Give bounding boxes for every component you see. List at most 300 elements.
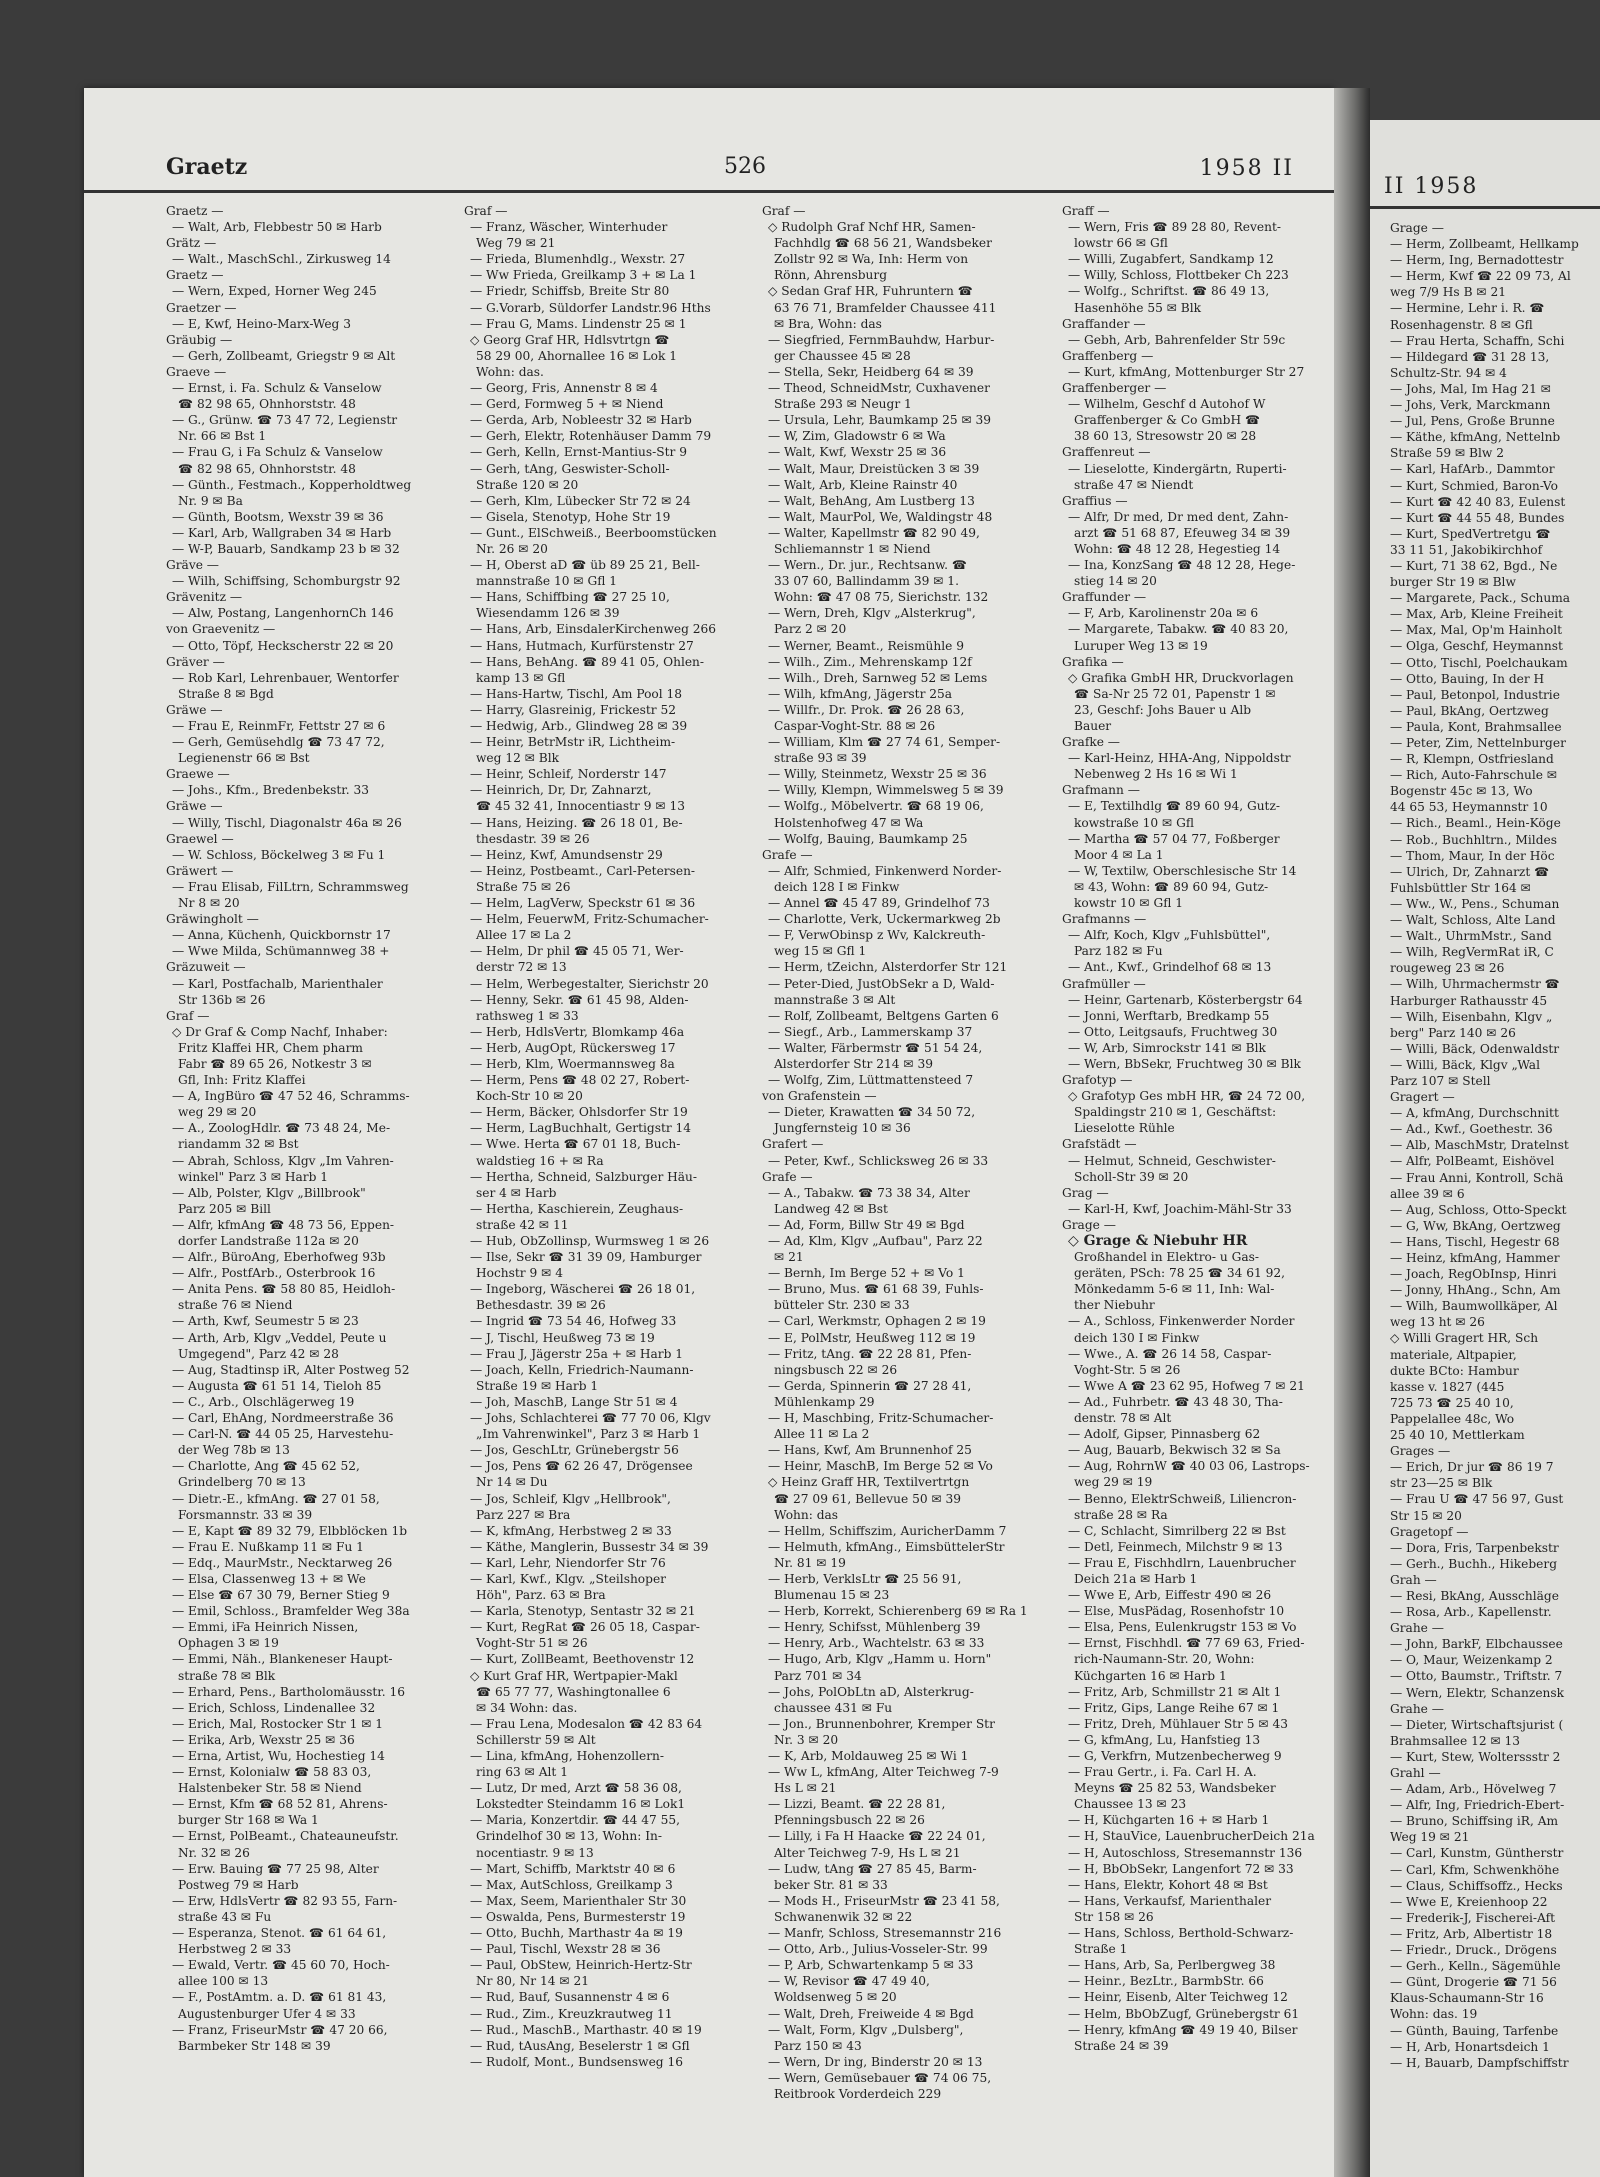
directory-entry-line: ger Chaussee 45 ✉ 28 bbox=[774, 348, 911, 363]
directory-entry-line: — Rud., MaschB., Marthastr. 40 ✉ 19 bbox=[470, 2022, 702, 2037]
directory-entry-line: — Gerh, tAng, Geswister-Scholl- bbox=[470, 461, 670, 476]
directory-entry-line: — Lieselotte, Kindergärtn, Ruperti- bbox=[1068, 461, 1287, 476]
directory-entry-line: deich 128 I ✉ Finkw bbox=[774, 879, 900, 894]
directory-entry-line: — Carl, Werkmstr, Ophagen 2 ✉ 19 bbox=[768, 1314, 986, 1329]
directory-entry-line: geräten, PSch: 78 25 ☎ 34 61 92, bbox=[1074, 1266, 1285, 1281]
directory-entry-line: Parz 205 ✉ Bill bbox=[178, 1201, 271, 1216]
surname-heading: Grafe — bbox=[762, 1169, 813, 1184]
directory-entry-line: — Wwe. Herta ☎ 67 01 18, Buch- bbox=[470, 1137, 681, 1152]
directory-entry-line: — Anna, Küchenh, Quickbornstr 17 bbox=[172, 928, 391, 943]
directory-entry-line: — Wern, Dr ing, Binderstr 20 ✉ 13 bbox=[768, 2054, 983, 2069]
directory-entry-line: waldstieg 16 + ✉ Ra bbox=[476, 1153, 604, 1168]
directory-entry-line: — W, Textilw, Oberschlesische Str 14 bbox=[1068, 863, 1297, 878]
directory-entry-line: — Gerda, Spinnerin ☎ 27 28 41, bbox=[768, 1378, 972, 1393]
directory-entry-line: — Hans, Schiffbing ☎ 27 25 10, bbox=[470, 590, 670, 605]
directory-entry-line: straße 42 ✉ 11 bbox=[476, 1217, 569, 1232]
directory-entry-line: — Herm, Ing, Bernadottestr bbox=[1390, 253, 1564, 268]
directory-entry-line: — Frau J, Jägerstr 25a + ✉ Harb 1 bbox=[470, 1346, 684, 1361]
directory-entry-line: — Fritz, tAng. ☎ 22 28 81, Pfen- bbox=[768, 1346, 972, 1361]
directory-entry-line: — Ingrid ☎ 73 54 46, Hofweg 33 bbox=[470, 1314, 677, 1329]
directory-entry-line: — Johs., Kfm., Bredenbekstr. 33 bbox=[172, 783, 369, 798]
directory-entry-line: — Wilh., Zim., Mehrenskamp 12f bbox=[768, 654, 972, 669]
directory-entry-line: — Frieda, Blumenhdlg., Wexstr. 27 bbox=[470, 252, 686, 267]
directory-entry-line: — Kurt, Stew, Wolterssstr 2 bbox=[1390, 1749, 1561, 1764]
directory-entry-line: — Wilh, Eisenbahn, Klgv „ bbox=[1390, 1009, 1553, 1024]
directory-entry-line: — Erich, Schloss, Lindenallee 32 bbox=[172, 1700, 376, 1715]
surname-heading: Grah — bbox=[1390, 1572, 1437, 1587]
directory-entry-line: Wohn: das. 19 bbox=[1390, 2007, 1478, 2022]
directory-entry-line: — Otto, Leitgsaufs, Fruchtweg 30 bbox=[1068, 1024, 1278, 1039]
directory-entry-line: Parz 701 ✉ 34 bbox=[774, 1668, 862, 1683]
directory-entry-line: 38 60 13, Stresowstr 20 ✉ 28 bbox=[1074, 429, 1257, 444]
directory-entry-line: Bauer bbox=[1074, 719, 1112, 733]
directory-entry-line: Fritz Klaffei HR, Chem pharm bbox=[178, 1040, 363, 1055]
directory-entry-line: — Ernst, Fischhdl. ☎ 77 69 63, Fried- bbox=[1068, 1636, 1305, 1651]
directory-entry-line: Mönkedamm 5-6 ✉ 11, Inh: Wal- bbox=[1074, 1282, 1275, 1297]
directory-entry-line: — Maria, Konzertdir. ☎ 44 47 55, bbox=[470, 1813, 681, 1828]
surname-heading: Graffenreut — bbox=[1062, 445, 1151, 460]
directory-entry-line: — Hans, Arb, Sa, Perlbergweg 38 bbox=[1068, 1958, 1276, 1973]
directory-entry-line: Weg 19 ✉ 21 bbox=[1390, 1830, 1470, 1845]
directory-entry-line: ◇ Grafotyp Ges mbH HR, ☎ 24 72 00, bbox=[1068, 1089, 1306, 1104]
directory-entry-line: Parz 2 ✉ 20 bbox=[774, 622, 847, 637]
directory-entry-line: — Heinz, Postbeamt., Carl-Petersen- bbox=[470, 863, 696, 878]
directory-entry-line: — Otto, Bauing, In der H bbox=[1390, 671, 1545, 686]
directory-entry-line: — Ilse, Sekr ☎ 31 39 09, Hamburger bbox=[470, 1250, 702, 1265]
directory-entry-line: Reitbrook Vorderdeich 229 bbox=[774, 2086, 942, 2101]
directory-entry-line: — Fritz, Arb, Schmillstr 21 ✉ Alt 1 bbox=[1068, 1684, 1282, 1699]
directory-entry-line: — Willi, Bäck, Odenwaldstr bbox=[1390, 1041, 1560, 1056]
directory-entry-line: — Frau Elisab, FilLtrn, Schrammsweg bbox=[172, 879, 409, 894]
directory-entry-line: — Alfr., BüroAng, Eberhofweg 93b bbox=[172, 1250, 386, 1265]
directory-entry-line: Wohn: ☎ 48 12 28, Hegestieg 14 bbox=[1074, 541, 1281, 556]
directory-entry-line: — Willy, Schloss, Flottbeker Ch 223 bbox=[1068, 268, 1289, 283]
directory-entry-line: — Lizzi, Beamt. ☎ 22 28 81, bbox=[768, 1797, 946, 1812]
directory-entry-line: — Otto, Töpf, Heckscherstr 22 ✉ 20 bbox=[172, 638, 394, 653]
directory-entry-line: — Ad, Form, Billw Str 49 ✉ Bgd bbox=[768, 1217, 965, 1232]
directory-entry-line: — Wilh, RegVermRat iR, C bbox=[1390, 945, 1554, 960]
directory-entry-line: — J, Tischl, Heußweg 73 ✉ 19 bbox=[470, 1330, 655, 1345]
directory-entry-line: — Franz, Wäscher, Winterhuder bbox=[470, 220, 668, 235]
directory-entry-line: ✉ Bra, Wohn: das bbox=[774, 316, 882, 331]
directory-entry-line: — W-P, Bauarb, Sandkamp 23 b ✉ 32 bbox=[172, 541, 400, 556]
directory-entry-line: — Frau E, ReinmFr, Fettstr 27 ✉ 6 bbox=[172, 719, 386, 733]
directory-entry-line: — Henry, Arb., Wachtelstr. 63 ✉ 33 bbox=[768, 1636, 985, 1651]
directory-entry-line: str 23—25 ✉ Blk bbox=[1390, 1476, 1493, 1491]
directory-entry-line: — Wilh, Uhrmachermstr ☎ bbox=[1390, 977, 1560, 992]
directory-entry-line: — Herb, Korrekt, Schierenberg 69 ✉ Ra 1 bbox=[768, 1604, 1028, 1619]
directory-entry-line: — Alfr, Dr med, Dr med dent, Zahn- bbox=[1068, 509, 1289, 524]
directory-entry-line: — H, Arb, Honartsdeich 1 bbox=[1390, 2039, 1550, 2054]
directory-entry-line: weg 15 ✉ Gfl 1 bbox=[774, 944, 867, 959]
directory-entry-line: Blumenau 15 ✉ 23 bbox=[774, 1588, 890, 1603]
surname-heading: Gräver — bbox=[166, 654, 225, 669]
directory-entry-line: materiale, Altpapier, bbox=[1390, 1347, 1517, 1362]
directory-entry-line: straße 47 ✉ Niendt bbox=[1074, 477, 1194, 492]
directory-entry-line: — Dieter, Wirtschaftsjurist ( bbox=[1390, 1717, 1564, 1732]
surname-heading: Gräzuweit — bbox=[166, 960, 246, 975]
directory-entry-line: — Hertha, Kaschierein, Zeughaus- bbox=[470, 1201, 684, 1216]
directory-entry-line: — Karl, Kwf., Klgv. „Steilshoper bbox=[470, 1571, 666, 1586]
directory-entry-line: — Alfr., PostfArb., Osterbrook 16 bbox=[172, 1266, 376, 1281]
directory-entry-line: ◇ Heinz Graff HR, Textilvertrtgn bbox=[768, 1475, 970, 1490]
directory-entry-line: — Alfr, Schmied, Finkenwerd Norder- bbox=[768, 863, 1002, 878]
directory-entry-line: Straße 75 ✉ 26 bbox=[476, 879, 571, 894]
directory-entry-line: — Walt, Dreh, Freiweide 4 ✉ Bgd bbox=[768, 2006, 974, 2021]
directory-entry-line: — H, Maschbing, Fritz-Schumacher- bbox=[768, 1411, 994, 1426]
directory-entry-line: — Wern, Fris ☎ 89 28 80, Revent- bbox=[1068, 220, 1281, 235]
directory-entry-line: — Henny, Sekr. ☎ 61 45 98, Alden- bbox=[470, 992, 689, 1007]
running-head-year: 1958 II bbox=[1199, 156, 1294, 181]
directory-entry-line: Parz 227 ✉ Bra bbox=[476, 1507, 571, 1522]
directory-entry-line: ◇ Rudolph Graf Nchf HR, Samen- bbox=[768, 220, 976, 235]
directory-entry-line: — Gerda, Arb, Nobleestr 32 ✉ Harb bbox=[470, 413, 692, 428]
directory-entry-line: — Arth, Arb, Klgv „Veddel, Peute u bbox=[172, 1330, 387, 1345]
directory-entry-line: — Walt, Kwf, Wexstr 25 ✉ 36 bbox=[768, 445, 947, 460]
directory-entry-line: — Rob., Buchhltrn., Mildes bbox=[1390, 832, 1557, 847]
directory-entry-line: — Arth, Kwf, Seumestr 5 ✉ 23 bbox=[172, 1314, 359, 1329]
directory-entry-line: — Kurt, Schmied, Baron-Vo bbox=[1390, 478, 1558, 493]
directory-entry-line: Meyns ☎ 25 82 53, Wandsbeker bbox=[1074, 1781, 1276, 1796]
facing-running-head: II 1958 bbox=[1384, 174, 1479, 199]
directory-entry-line: — Frau E. Nußkamp 11 ✉ Fu 1 bbox=[172, 1539, 364, 1554]
directory-entry-line: — Hellm, Schiffszim, AuricherDamm 7 bbox=[768, 1523, 1007, 1538]
directory-entry-line: rathsweg 1 ✉ 33 bbox=[476, 1008, 579, 1023]
directory-entry-line: Voght-Str 51 ✉ 26 bbox=[476, 1636, 588, 1651]
directory-entry-line: — Peter, Kwf., Schlicksweg 26 ✉ 33 bbox=[768, 1153, 989, 1168]
directory-entry-line: — Walter, Kapellmstr ☎ 82 90 49, bbox=[768, 525, 980, 540]
directory-entry-line: — Wwe E, Arb, Eiffestr 490 ✉ 26 bbox=[1068, 1588, 1272, 1603]
directory-entry-line: — Herm, Pens ☎ 48 02 27, Robert- bbox=[470, 1073, 690, 1088]
surname-heading: Gräwe — bbox=[166, 702, 223, 717]
directory-entry-line: Augustenburger Ufer 4 ✉ 33 bbox=[178, 2006, 356, 2021]
directory-entry-line: Pappelallee 48c, Wo bbox=[1390, 1411, 1515, 1426]
directory-entry-line: — Ww Frieda, Greilkamp 3 + ✉ La 1 bbox=[470, 268, 697, 283]
directory-entry-line: — Hildegard ☎ 31 28 13, bbox=[1390, 349, 1550, 364]
directory-entry-line: — Siegf., Arb., Lammerskamp 37 bbox=[768, 1024, 973, 1039]
surname-heading: Graewel — bbox=[166, 831, 234, 846]
directory-entry-line: — Henry, Schifsst, Mühlenberg 39 bbox=[768, 1620, 981, 1635]
surname-heading: Graffander — bbox=[1062, 316, 1146, 331]
directory-entry-line: — Henry, kfmAng ☎ 49 19 40, Bilser bbox=[1068, 2022, 1298, 2037]
directory-entry-line: — Wern, BbSekr, Fruchtweg 30 ✉ Blk bbox=[1068, 1056, 1301, 1071]
directory-entry-line: — Annel ☎ 45 47 89, Grindelhof 73 bbox=[768, 896, 990, 911]
directory-entry-line: dorfer Landstraße 112a ✉ 20 bbox=[178, 1234, 359, 1248]
directory-entry-line: kasse v. 1827 (445 bbox=[1390, 1379, 1505, 1394]
directory-entry-line: — Alfr, kfmAng ☎ 48 73 56, Eppen- bbox=[172, 1217, 395, 1232]
directory-entry-line: Straße 293 ✉ Neugr 1 bbox=[774, 397, 912, 412]
directory-entry-line: Straße 1 bbox=[1074, 1942, 1128, 1957]
directory-entry-line: — Helm, BbObZugf, Grünebergstr 61 bbox=[1068, 2006, 1300, 2021]
running-head-name: Graetz bbox=[166, 154, 248, 180]
directory-entry-line: Graffenberger & Co GmbH ☎ bbox=[1074, 413, 1261, 428]
directory-entry-line: — Herm, Kwf ☎ 22 09 73, Al bbox=[1390, 269, 1571, 284]
directory-entry-line: — Heinrich, Dr, Dr, Zahnarzt, bbox=[470, 783, 652, 798]
directory-entry-line: Grindelhof 30 ✉ 13, Wohn: In- bbox=[476, 1829, 663, 1844]
directory-entry-line: — P, Arb, Schwartenkamp 5 ✉ 33 bbox=[768, 1958, 974, 1973]
directory-entry-line: 58 29 00, Ahornallee 16 ✉ Lok 1 bbox=[476, 348, 677, 363]
directory-entry-line: — Rob Karl, Lehrenbauer, Wentorfer bbox=[172, 670, 399, 685]
directory-entry-line: ring 63 ✉ Alt 1 bbox=[476, 1765, 568, 1780]
directory-entry-line: — Gerh, Zollbeamt, Griegstr 9 ✉ Alt bbox=[172, 348, 396, 363]
directory-entry-line: — Fritz, Gips, Lange Reihe 67 ✉ 1 bbox=[1068, 1700, 1280, 1715]
directory-entry-line: Koch-Str 10 ✉ 20 bbox=[476, 1089, 583, 1104]
directory-entry-line: — Wwe Milda, Schümannweg 38 + bbox=[172, 944, 390, 959]
directory-entry-line: — Benno, ElektrSchweiß, Liliencron- bbox=[1068, 1491, 1297, 1506]
directory-entry-line: Hs L ✉ 21 bbox=[774, 1781, 837, 1796]
directory-entry-line: — W, Arb, Simrockstr 141 ✉ Blk bbox=[1068, 1040, 1266, 1055]
directory-entry-line: — Emmi, Näh., Blankeneser Haupt- bbox=[172, 1652, 393, 1667]
directory-entry-line: — Elsa, Pens, Eulenkrugstr 153 ✉ Vo bbox=[1068, 1620, 1297, 1635]
surname-heading: Graffunder — bbox=[1062, 590, 1147, 605]
directory-entry-line: — Otto, Buchh, Marthastr 4a ✉ 19 bbox=[470, 1926, 683, 1941]
directory-entry-line: — Ant., Kwf., Grindelhof 68 ✉ 13 bbox=[1068, 960, 1272, 975]
directory-entry-line: — Walt, Maur, Dreistücken 3 ✉ 39 bbox=[768, 461, 980, 476]
directory-entry-line: — Karl, HafArb., Dammtor bbox=[1390, 462, 1555, 477]
directory-entry-line: Moor 4 ✉ La 1 bbox=[1074, 847, 1164, 862]
directory-entry-line: lowstr 66 ✉ Gfl bbox=[1074, 236, 1168, 251]
directory-entry-line: Hasenhöhe 55 ✉ Blk bbox=[1074, 300, 1202, 315]
directory-entry-line: Grindelberg 70 ✉ 13 bbox=[178, 1475, 306, 1490]
directory-entry-line: — Aug, RohrnW ☎ 40 03 06, Lastrops- bbox=[1068, 1459, 1310, 1474]
directory-entry-line: — Else, MusPädag, Rosenhofstr 10 bbox=[1068, 1604, 1285, 1619]
directory-entry-line: — Kurt, SpedVertretgu ☎ bbox=[1390, 526, 1551, 541]
directory-entry-line: — Wilh., Dreh, Sarnweg 52 ✉ Lems bbox=[768, 670, 988, 685]
directory-entry-line: 33 07 60, Ballindamm 39 ✉ 1. bbox=[774, 574, 959, 589]
directory-entry-line: — Bruno, Mus. ☎ 61 68 39, Fuhls- bbox=[768, 1282, 984, 1297]
directory-entry-line: — Johs, Mal, Im Hag 21 ✉ bbox=[1390, 381, 1551, 396]
directory-entry-line: mannstraße 3 ✉ Alt bbox=[774, 992, 896, 1007]
directory-entry-line: — Hans, Elektr, Kohort 48 ✉ Bst bbox=[1068, 1877, 1268, 1892]
directory-entry-line: Parz 150 ✉ 43 bbox=[774, 2038, 862, 2053]
directory-entry-line: — Edq., MaurMstr., Necktarweg 26 bbox=[172, 1555, 393, 1570]
directory-entry-line: Schliemannstr 1 ✉ Niend bbox=[774, 541, 931, 556]
directory-entry-line: — Joach, Kelln, Friedrich-Naumann- bbox=[470, 1362, 694, 1377]
directory-entry-line: mannstraße 10 ✉ Gfl 1 bbox=[476, 574, 617, 589]
directory-entry-line: — Erna, Artist, Wu, Hochestieg 14 bbox=[172, 1749, 385, 1763]
directory-entry-line: 63 76 71, Bramfelder Chaussee 411 bbox=[774, 300, 997, 315]
directory-entry-line: Mühlenkamp 29 bbox=[774, 1394, 875, 1409]
directory-entry-line: — Carl-N. ☎ 44 05 25, Harvestehu- bbox=[172, 1427, 394, 1442]
directory-entry-line: — Ad., Kwf., Goethestr. 36 bbox=[1390, 1122, 1553, 1137]
directory-entry-line: — Alfr, Koch, Klgv „Fuhlsbüttel", bbox=[1068, 928, 1271, 943]
directory-entry-line: — Manfr, Schloss, Stresemannstr 216 bbox=[768, 1926, 1002, 1941]
directory-entry-line: — Rich., Beaml., Hein-Köge bbox=[1390, 816, 1561, 831]
directory-entry-line: — Karl-Heinz, HHA-Ang, Nippoldstr bbox=[1068, 751, 1291, 766]
directory-entry-line: — Käthe, kfmAng, Nettelnb bbox=[1390, 430, 1561, 445]
directory-entry-line: Alsterdorfer Str 214 ✉ 39 bbox=[774, 1056, 933, 1071]
surname-heading: Graetz — bbox=[166, 268, 224, 283]
directory-entry-line: beker Str. 81 ✉ 33 bbox=[774, 1877, 888, 1892]
directory-columns bbox=[166, 203, 1346, 2167]
directory-entry-line: — Aug, Stadtinsp iR, Alter Postweg 52 bbox=[172, 1362, 410, 1377]
directory-entry-line: — Emmi, iFa Heinrich Nissen, bbox=[172, 1620, 359, 1635]
directory-entry-line: — Kurt, ZollBeamt, Beethovenstr 12 bbox=[470, 1652, 695, 1667]
directory-entry-line: — Herb, VerklsLtr ☎ 25 56 91, bbox=[768, 1571, 962, 1586]
directory-entry-line: — Johs, PolObLtn aD, Alsterkrug- bbox=[768, 1684, 974, 1699]
directory-entry-line: — Helm, FeuerwM, Fritz-Schumacher- bbox=[470, 912, 709, 927]
directory-entry-line: — Frau G, i Fa Schulz & Vanselow bbox=[172, 445, 383, 460]
directory-entry-line: 44 65 53, Heymannstr 10 bbox=[1390, 800, 1548, 815]
directory-entry-line: — W, Zim, Gladowstr 6 ✉ Wa bbox=[768, 429, 946, 444]
directory-entry-line: Postweg 79 ✉ Harb bbox=[178, 1877, 299, 1892]
book-gutter bbox=[1334, 88, 1370, 2177]
directory-entry-line: — Kurt, RegRat ☎ 26 05 18, Caspar- bbox=[470, 1620, 700, 1635]
directory-entry-line: — Charlotte, Verk, Uckermarkweg 2b bbox=[768, 912, 1001, 927]
directory-entry-line: — Rolf, Zollbeamt, Beltgens Garten 6 bbox=[768, 1008, 999, 1023]
directory-entry-line: — Heinr, Schleif, Norderstr 147 bbox=[470, 767, 667, 782]
directory-entry-line: — Günth., Festmach., Kopperholdtweg bbox=[172, 477, 412, 492]
directory-entry-line: — Karl, Arb, Wallgraben 34 ✉ Harb bbox=[172, 525, 392, 540]
directory-entry-line: — Karl, Lehr, Niendorfer Str 76 bbox=[470, 1555, 666, 1570]
directory-entry-line: — Wilhelm, Geschf d Autohof W bbox=[1068, 397, 1266, 412]
directory-entry-line: — Hans, Kwf, Am Brunnenhof 25 bbox=[768, 1443, 972, 1458]
directory-entry-line: — Joach, RegObInsp, Hinri bbox=[1390, 1267, 1557, 1282]
directory-entry-line: — Gerd, Formweg 5 + ✉ Niend bbox=[470, 397, 664, 412]
directory-entry-line: — Paul, Betonpol, Industrie bbox=[1390, 687, 1560, 702]
directory-entry-line: Nr. 81 ✉ 19 bbox=[774, 1555, 846, 1570]
directory-entry-line: Schillerstr 59 ✉ Alt bbox=[476, 1732, 596, 1747]
directory-entry-line: — Paul, Tischl, Wexstr 28 ✉ 36 bbox=[470, 1942, 661, 1957]
directory-entry-line: — Heinr, BetrMstr iR, Lichtheim- bbox=[470, 735, 676, 750]
directory-entry-line: — Alw, Postang, LangenhornCh 146 bbox=[172, 606, 394, 621]
directory-entry-line: — Ernst, Kolonialw ☎ 58 83 03, bbox=[172, 1765, 372, 1780]
directory-entry-line: — Carl, EhAng, Nordmeerstraße 36 bbox=[172, 1411, 394, 1426]
directory-entry-line: — Ursula, Lehr, Baumkamp 25 ✉ 39 bbox=[768, 413, 992, 428]
directory-entry-line: — Margarete, Pack., Schuma bbox=[1390, 591, 1571, 606]
directory-entry-line: — Herb, HdlsVertr, Blomkamp 46a bbox=[470, 1024, 685, 1039]
directory-entry-line: ser 4 ✉ Harb bbox=[476, 1185, 557, 1200]
directory-entry-line: berg" Parz 140 ✉ 26 bbox=[1390, 1025, 1516, 1040]
directory-entry-line: Nr. 3 ✉ 20 bbox=[774, 1732, 839, 1747]
directory-column-4 bbox=[1062, 203, 1315, 2054]
directory-entry-line: — Wern, Exped, Horner Weg 245 bbox=[172, 284, 377, 299]
directory-entry-line: — Gunt., ElSchweiß., Beerboomstücken bbox=[470, 525, 717, 540]
directory-entry-line: allee 100 ✉ 13 bbox=[178, 1974, 269, 1989]
directory-entry-line: — Resi, BkAng, Ausschläge bbox=[1390, 1588, 1559, 1603]
directory-entry-line: — Wilh, Baumwollkäper, Al bbox=[1390, 1299, 1558, 1314]
directory-entry-line: — Ernst, PolBeamt., Chateauneufstr. bbox=[172, 1829, 399, 1844]
directory-entry-line: — Rud, tAusAng, Beselerstr 1 ✉ Gfl bbox=[470, 2038, 690, 2053]
surname-heading: Gräve — bbox=[166, 558, 219, 573]
directory-entry-line: — Alfr, Ing, Friedrich-Ebert- bbox=[1390, 1798, 1565, 1813]
directory-entry-line: — Hans, Hutmach, Kurfürstenstr 27 bbox=[470, 638, 694, 653]
directory-entry-line: — G, kfmAng, Lu, Hanfstieg 13 bbox=[1068, 1732, 1261, 1747]
directory-entry-line: Hochstr 9 ✉ 4 bbox=[476, 1266, 563, 1281]
directory-entry-line: Scholl-Str 39 ✉ 20 bbox=[1074, 1169, 1189, 1184]
directory-entry-line: — Wern, Elektr, Schanzensk bbox=[1390, 1685, 1565, 1700]
directory-entry-line: — Otto, Arb., Julius-Vosseler-Str. 99 bbox=[768, 1942, 988, 1957]
directory-entry-line: stieg 14 ✉ 20 bbox=[1074, 574, 1157, 589]
directory-entry-line: ◇ Dr Graf & Comp Nachf, Inhaber: bbox=[172, 1024, 388, 1039]
surname-heading: Gräubig — bbox=[166, 332, 233, 347]
directory-entry-line: Schultz-Str. 94 ✉ 4 bbox=[1390, 365, 1507, 380]
directory-entry-line: — H, Küchgarten 16 + ✉ Harb 1 bbox=[1068, 1813, 1270, 1828]
directory-entry-line: — Max, AutSchloss, Greilkamp 3 bbox=[470, 1877, 673, 1892]
directory-entry-line: — Alb, Polster, Klgv „Billbrook" bbox=[172, 1185, 366, 1200]
directory-entry-line: — Kurt, kfmAng, Mottenburger Str 27 bbox=[1068, 364, 1305, 379]
directory-entry-line: rougeweg 23 ✉ 26 bbox=[1390, 961, 1505, 976]
directory-entry-line: — Kurt ☎ 42 40 83, Eulenst bbox=[1390, 494, 1566, 509]
directory-entry-line: — Adam, Arb., Hövelweg 7 bbox=[1390, 1782, 1557, 1797]
directory-entry-line: — Johs, Verk, Marckmann bbox=[1390, 398, 1551, 413]
directory-entry-line: — Ina, KonzSang ☎ 48 12 28, Hege- bbox=[1068, 558, 1296, 573]
directory-entry-line: Zollstr 92 ✉ Wa, Inh: Herm von bbox=[774, 252, 969, 267]
directory-entry-line: — W, Revisor ☎ 47 49 40, bbox=[768, 1974, 930, 1989]
directory-entry-line: — Wwe E, Kreienhoop 22 bbox=[1390, 1894, 1548, 1909]
directory-entry-line: — Walt, Arb, Flebbestr 50 ✉ Harb bbox=[172, 220, 382, 235]
directory-entry-line: — Max, Seem, Marienthaler Str 30 bbox=[470, 1893, 687, 1908]
directory-entry-line: Deich 21a ✉ Harb 1 bbox=[1074, 1571, 1198, 1586]
directory-entry-line: ✉ 43, Wohn: ☎ 89 60 94, Gutz- bbox=[1074, 879, 1269, 894]
directory-entry-line: — Johs, Schlachterei ☎ 77 70 06, Klgv bbox=[470, 1411, 711, 1426]
directory-entry-line: — H, BbObSekr, Langenfort 72 ✉ 33 bbox=[1068, 1861, 1294, 1876]
directory-entry-line: — Jul, Pens, Große Brunne bbox=[1390, 414, 1555, 429]
directory-entry-line: — Erich, Mal, Rostocker Str 1 ✉ 1 bbox=[172, 1716, 384, 1731]
directory-entry-line: Wohn: das bbox=[774, 1507, 839, 1522]
directory-entry-line: — Frau G, Mams. Lindenstr 25 ✉ 1 bbox=[470, 316, 687, 331]
directory-entry-line: — Heinz, Kwf, Amundsenstr 29 bbox=[470, 847, 663, 862]
surname-heading: Grafmann — bbox=[1062, 783, 1140, 798]
directory-entry-line: — Rud., Zim., Kreuzkrautweg 11 bbox=[470, 2006, 673, 2021]
directory-entry-line: Str 15 ✉ 20 bbox=[1390, 1508, 1462, 1523]
directory-entry-line: — Else ☎ 67 30 79, Berner Stieg 9 bbox=[172, 1588, 390, 1603]
directory-entry-line: Luruper Weg 13 ✉ 19 bbox=[1074, 638, 1208, 653]
directory-entry-line: riandamm 32 ✉ Bst bbox=[178, 1137, 299, 1152]
directory-entry-line: — A., ZoologHdlr. ☎ 73 48 24, Me- bbox=[172, 1121, 391, 1136]
directory-entry-line: straße 43 ✉ Fu bbox=[178, 1909, 272, 1924]
directory-entry-line: ☎ 45 32 41, Innocentiastr 9 ✉ 13 bbox=[476, 799, 685, 814]
directory-entry-line: — Erika, Arb, Wexstr 25 ✉ 36 bbox=[172, 1732, 355, 1747]
directory-column-2 bbox=[464, 203, 717, 2070]
directory-entry-line: Pfenningsbusch 22 ✉ 26 bbox=[774, 1813, 925, 1828]
directory-entry-line: — Kurt, 71 38 62, Bgd., Ne bbox=[1390, 558, 1558, 573]
surname-heading: Graetz — bbox=[166, 204, 224, 218]
directory-entry-line: — Rich, Auto-Fahrschule ✉ bbox=[1390, 768, 1558, 783]
directory-entry-line: ☎ 82 98 65, Ohnhorststr. 48 bbox=[178, 461, 356, 476]
surname-heading: Gräwingholt — bbox=[166, 912, 259, 927]
directory-entry-line: 725 73 ☎ 25 40 10, bbox=[1390, 1395, 1514, 1410]
directory-entry-line: Umgegend", Parz 42 ✉ 28 bbox=[178, 1346, 339, 1361]
directory-entry-line: — Anita Pens. ☎ 58 80 85, Heidloh- bbox=[172, 1282, 396, 1297]
directory-entry-line: — Emil, Schloss., Bramfelder Weg 38a bbox=[172, 1604, 410, 1619]
directory-entry-line: — E, Kapt ☎ 89 32 79, Elbblöcken 1b bbox=[172, 1523, 408, 1538]
directory-entry-line: — Herm, LagBuchhalt, Gertigstr 14 bbox=[470, 1121, 692, 1136]
directory-entry-line: — Siegfried, FernmBauhdw, Harbur- bbox=[768, 332, 995, 347]
directory-entry-line: Fachhdlg ☎ 68 56 21, Wandsbeker bbox=[774, 236, 992, 251]
directory-entry-line: — Kurt ☎ 44 55 48, Bundes bbox=[1390, 510, 1565, 525]
directory-entry-line: — Joh, MaschB, Lange Str 51 ✉ 4 bbox=[470, 1394, 678, 1409]
directory-entry-line: Rönn, Ahrensburg bbox=[774, 268, 888, 283]
directory-entry-line: Brahmsallee 12 ✉ 13 bbox=[1390, 1733, 1521, 1748]
directory-entry-line: Bethesdastr. 39 ✉ 26 bbox=[476, 1298, 606, 1313]
directory-entry-line: ◇ Grafika GmbH HR, Druckvorlagen bbox=[1068, 670, 1294, 685]
directory-entry-line: Chaussee 13 ✉ 23 bbox=[1074, 1797, 1187, 1812]
surname-heading: Gräwert — bbox=[166, 863, 234, 878]
directory-entry-line: — Georg, Fris, Annenstr 8 ✉ 4 bbox=[470, 381, 658, 396]
directory-entry-line: — Wolfg, Zim, Lüttmattensteed 7 bbox=[768, 1073, 974, 1088]
surname-heading: Graff — bbox=[1062, 204, 1110, 218]
directory-entry-line: Nr. 66 ✉ Bst 1 bbox=[178, 429, 267, 444]
directory-entry-line: — Gerh, Kelln, Ernst-Mantius-Str 9 bbox=[470, 445, 687, 460]
directory-entry-line: — Bernh, Im Berge 52 + ✉ Vo 1 bbox=[768, 1266, 965, 1281]
directory-entry-line: — Wolfg, Bauing, Baumkamp 25 bbox=[768, 831, 968, 846]
surname-heading: Grafmüller — bbox=[1062, 976, 1146, 991]
directory-entry-line: Voght-Str. 5 ✉ 26 bbox=[1074, 1362, 1181, 1377]
directory-entry-line: — Hub, ObZollinsp, Wurmsweg 1 ✉ 26 bbox=[470, 1234, 710, 1248]
surname-heading: Gräwe — bbox=[166, 799, 223, 814]
directory-entry-line: — E, Kwf, Heino-Marx-Weg 3 bbox=[172, 316, 351, 331]
